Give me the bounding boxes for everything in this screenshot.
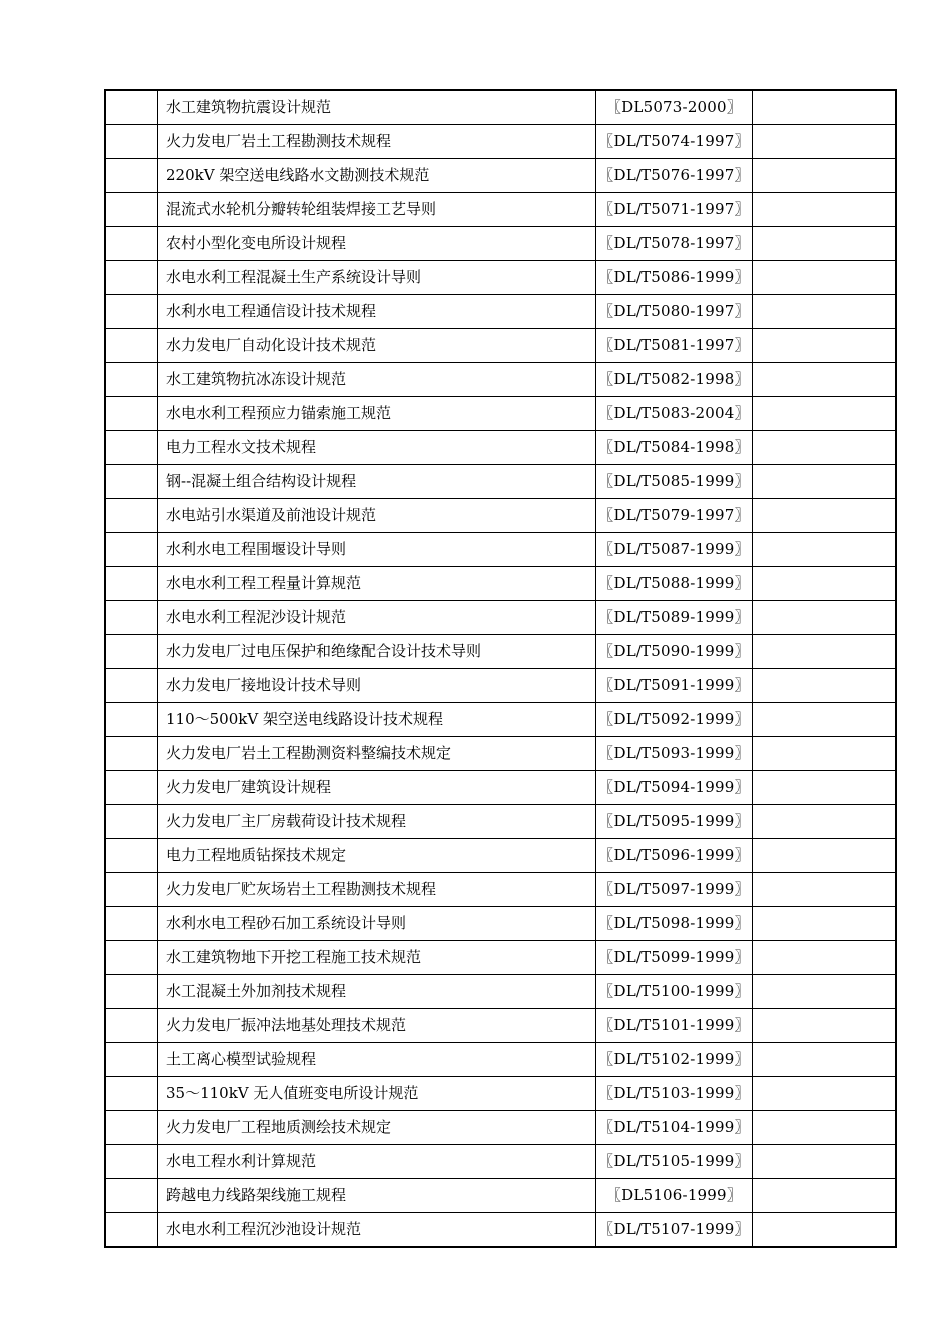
index-cell	[105, 1213, 158, 1248]
index-cell	[105, 567, 158, 601]
index-cell	[105, 1111, 158, 1145]
standard-name-cell: 火力发电厂工程地质测绘技术规定	[158, 1111, 596, 1145]
table-row	[105, 839, 896, 873]
standard-name-cell: 火力发电厂振冲法地基处理技术规范	[158, 1009, 596, 1043]
table-row	[105, 771, 896, 805]
standard-code-cell: 〖DL/T5098-1999〗	[596, 907, 753, 941]
note-cell	[753, 329, 897, 363]
note-cell	[753, 703, 897, 737]
standard-name-cell: 水利水电工程围堰设计导则	[158, 533, 596, 567]
note-cell	[753, 873, 897, 907]
index-cell	[105, 295, 158, 329]
table-row	[105, 329, 896, 363]
index-cell	[105, 1009, 158, 1043]
standard-code-cell: 〖DL/T5086-1999〗	[596, 261, 753, 295]
standard-code-cell: 〖DL/T5094-1999〗	[596, 771, 753, 805]
note-cell	[753, 907, 897, 941]
standard-code-cell: 〖DL/T5099-1999〗	[596, 941, 753, 975]
standard-code-cell: 〖DL/T5084-1998〗	[596, 431, 753, 465]
index-cell	[105, 193, 158, 227]
index-cell	[105, 771, 158, 805]
index-cell	[105, 465, 158, 499]
index-cell	[105, 329, 158, 363]
standard-code-cell: 〖DL/T5097-1999〗	[596, 873, 753, 907]
standard-code-cell: 〖DL/T5074-1997〗	[596, 125, 753, 159]
note-cell	[753, 431, 897, 465]
index-cell	[105, 1145, 158, 1179]
standard-code-cell: 〖DL/T5088-1999〗	[596, 567, 753, 601]
note-cell	[753, 1043, 897, 1077]
table-row	[105, 261, 896, 295]
index-cell	[105, 227, 158, 261]
standard-name-cell: 水力发电厂自动化设计技术规范	[158, 329, 596, 363]
standard-code-cell: 〖DL/T5093-1999〗	[596, 737, 753, 771]
standard-code-cell: 〖DL/T5089-1999〗	[596, 601, 753, 635]
table-row	[105, 669, 896, 703]
note-cell	[753, 839, 897, 873]
table-row	[105, 465, 896, 499]
table-row	[105, 397, 896, 431]
note-cell	[753, 1077, 897, 1111]
standard-name-cell: 110～500kV 架空送电线路设计技术规程	[158, 703, 596, 737]
index-cell	[105, 261, 158, 295]
index-cell	[105, 499, 158, 533]
index-cell	[105, 125, 158, 159]
note-cell	[753, 635, 897, 669]
table-row	[105, 1043, 896, 1077]
standard-code-cell: 〖DL/T5082-1998〗	[596, 363, 753, 397]
index-cell	[105, 703, 158, 737]
table-row	[105, 363, 896, 397]
standard-name-cell: 水电站引水渠道及前池设计规范	[158, 499, 596, 533]
standard-code-cell: 〖DL/T5103-1999〗	[596, 1077, 753, 1111]
index-cell	[105, 601, 158, 635]
standard-name-cell: 水利水电工程砂石加工系统设计导则	[158, 907, 596, 941]
index-cell	[105, 431, 158, 465]
note-cell	[753, 227, 897, 261]
standard-name-cell: 水工建筑物抗震设计规范	[158, 90, 596, 125]
standard-name-cell: 水力发电厂过电压保护和绝缘配合设计技术导则	[158, 635, 596, 669]
note-cell	[753, 397, 897, 431]
table-row	[105, 431, 896, 465]
table-row	[105, 1009, 896, 1043]
index-cell	[105, 397, 158, 431]
note-cell	[753, 1179, 897, 1213]
note-cell	[753, 295, 897, 329]
table-row	[105, 567, 896, 601]
standard-code-cell: 〖DL/T5095-1999〗	[596, 805, 753, 839]
standard-code-cell: 〖DL/T5076-1997〗	[596, 159, 753, 193]
standard-code-cell: 〖DL/T5102-1999〗	[596, 1043, 753, 1077]
standard-name-cell: 农村小型化变电所设计规程	[158, 227, 596, 261]
standard-name-cell: 电力工程水文技术规程	[158, 431, 596, 465]
standard-name-cell: 火力发电厂建筑设计规程	[158, 771, 596, 805]
note-cell	[753, 601, 897, 635]
standard-code-cell: 〖DL/T5091-1999〗	[596, 669, 753, 703]
standard-name-cell: 水工混凝土外加剂技术规程	[158, 975, 596, 1009]
standard-code-cell: 〖DL5073-2000〗	[596, 90, 753, 125]
standards-table	[104, 89, 897, 1248]
index-cell	[105, 1179, 158, 1213]
standard-code-cell: 〖DL/T5100-1999〗	[596, 975, 753, 1009]
table-row	[105, 703, 896, 737]
note-cell	[753, 465, 897, 499]
standard-code-cell: 〖DL/T5071-1997〗	[596, 193, 753, 227]
table-row	[105, 1145, 896, 1179]
table-row	[105, 737, 896, 771]
standard-name-cell: 土工离心模型试验规程	[158, 1043, 596, 1077]
standard-name-cell: 220kV 架空送电线路水文勘测技术规范	[158, 159, 596, 193]
standard-code-cell: 〖DL/T5096-1999〗	[596, 839, 753, 873]
note-cell	[753, 363, 897, 397]
note-cell	[753, 499, 897, 533]
note-cell	[753, 125, 897, 159]
note-cell	[753, 737, 897, 771]
table-row	[105, 159, 896, 193]
standard-name-cell: 水电水利工程沉沙池设计规范	[158, 1213, 596, 1248]
table-row	[105, 1077, 896, 1111]
note-cell	[753, 533, 897, 567]
index-cell	[105, 873, 158, 907]
index-cell	[105, 941, 158, 975]
table-row	[105, 975, 896, 1009]
note-cell	[753, 941, 897, 975]
standard-name-cell: 水力发电厂接地设计技术导则	[158, 669, 596, 703]
table-row	[105, 125, 896, 159]
note-cell	[753, 771, 897, 805]
table-row	[105, 601, 896, 635]
standard-code-cell: 〖DL/T5081-1997〗	[596, 329, 753, 363]
index-cell	[105, 805, 158, 839]
standard-code-cell: 〖DL/T5090-1999〗	[596, 635, 753, 669]
standard-name-cell: 混流式水轮机分瓣转轮组装焊接工艺导则	[158, 193, 596, 227]
standard-name-cell: 水电水利工程工程量计算规范	[158, 567, 596, 601]
note-cell	[753, 193, 897, 227]
standard-code-cell: 〖DL/T5080-1997〗	[596, 295, 753, 329]
table-row	[105, 533, 896, 567]
standard-name-cell: 跨越电力线路架线施工规程	[158, 1179, 596, 1213]
note-cell	[753, 805, 897, 839]
standard-code-cell: 〖DL/T5105-1999〗	[596, 1145, 753, 1179]
standard-name-cell: 火力发电厂岩土工程勘测资料整编技术规定	[158, 737, 596, 771]
table-row	[105, 1179, 896, 1213]
standard-code-cell: 〖DL/T5092-1999〗	[596, 703, 753, 737]
note-cell	[753, 90, 897, 125]
index-cell	[105, 90, 158, 125]
standard-name-cell: 水工建筑物抗冰冻设计规范	[158, 363, 596, 397]
index-cell	[105, 737, 158, 771]
note-cell	[753, 669, 897, 703]
standard-name-cell: 火力发电厂岩土工程勘测技术规程	[158, 125, 596, 159]
index-cell	[105, 907, 158, 941]
standard-code-cell: 〖DL/T5083-2004〗	[596, 397, 753, 431]
standard-code-cell: 〖DL/T5079-1997〗	[596, 499, 753, 533]
note-cell	[753, 261, 897, 295]
standard-name-cell: 火力发电厂贮灰场岩土工程勘测技术规程	[158, 873, 596, 907]
index-cell	[105, 975, 158, 1009]
standard-code-cell: 〖DL/T5101-1999〗	[596, 1009, 753, 1043]
standard-name-cell: 水电水利工程预应力锚索施工规范	[158, 397, 596, 431]
table-row	[105, 193, 896, 227]
index-cell	[105, 533, 158, 567]
table-row	[105, 941, 896, 975]
standard-name-cell: 35～110kV 无人值班变电所设计规范	[158, 1077, 596, 1111]
note-cell	[753, 1145, 897, 1179]
note-cell	[753, 1111, 897, 1145]
table-row	[105, 805, 896, 839]
note-cell	[753, 567, 897, 601]
note-cell	[753, 159, 897, 193]
index-cell	[105, 1077, 158, 1111]
standard-name-cell: 水工建筑物地下开挖工程施工技术规范	[158, 941, 596, 975]
index-cell	[105, 669, 158, 703]
table-row	[105, 1111, 896, 1145]
standards-table-body	[105, 90, 896, 1247]
standard-code-cell: 〖DL/T5107-1999〗	[596, 1213, 753, 1248]
standard-name-cell: 水电工程水利计算规范	[158, 1145, 596, 1179]
table-row	[105, 90, 896, 125]
note-cell	[753, 975, 897, 1009]
index-cell	[105, 363, 158, 397]
index-cell	[105, 839, 158, 873]
index-cell	[105, 1043, 158, 1077]
standard-name-cell: 水电水利工程泥沙设计规范	[158, 601, 596, 635]
standard-name-cell: 火力发电厂主厂房载荷设计技术规程	[158, 805, 596, 839]
table-row	[105, 635, 896, 669]
standard-name-cell: 水利水电工程通信设计技术规程	[158, 295, 596, 329]
index-cell	[105, 635, 158, 669]
standard-code-cell: 〖DL/T5104-1999〗	[596, 1111, 753, 1145]
table-row	[105, 873, 896, 907]
standard-name-cell: 电力工程地质钻探技术规定	[158, 839, 596, 873]
table-row	[105, 907, 896, 941]
standard-name-cell: 水电水利工程混凝土生产系统设计导则	[158, 261, 596, 295]
table-row	[105, 227, 896, 261]
note-cell	[753, 1213, 897, 1248]
table-row	[105, 295, 896, 329]
standard-code-cell: 〖DL/T5085-1999〗	[596, 465, 753, 499]
note-cell	[753, 1009, 897, 1043]
standard-code-cell: 〖DL/T5078-1997〗	[596, 227, 753, 261]
table-row	[105, 1213, 896, 1248]
standard-code-cell: 〖DL/T5087-1999〗	[596, 533, 753, 567]
index-cell	[105, 159, 158, 193]
table-row	[105, 499, 896, 533]
standard-name-cell: 钢--混凝土组合结构设计规程	[158, 465, 596, 499]
standard-code-cell: 〖DL5106-1999〗	[596, 1179, 753, 1213]
